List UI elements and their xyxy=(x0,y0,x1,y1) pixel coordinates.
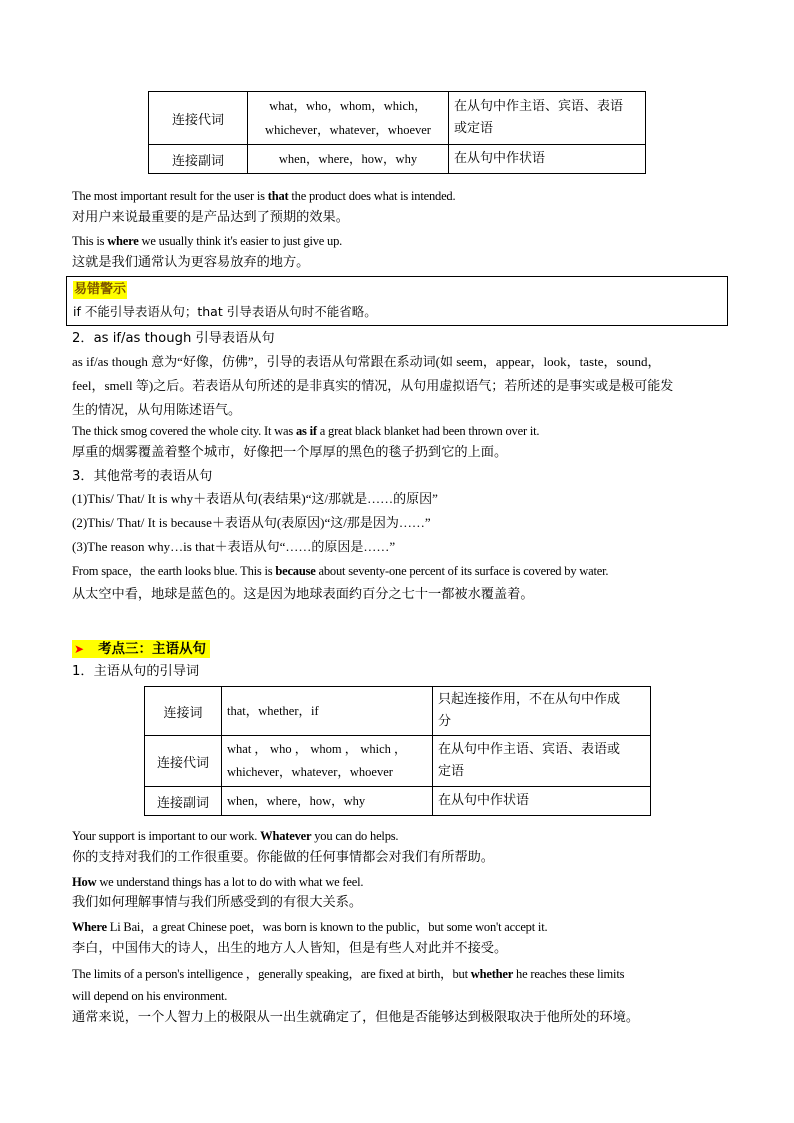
table-cell-type: 连接副词 xyxy=(149,145,248,174)
section-heading: 1．主语从句的引导词 xyxy=(72,664,200,679)
example-sentence: The limits of a person's intelligence ，generally speaking，are fixed at birth，but whether he reaches these limits xyxy=(72,967,625,981)
example-translation: 这就是我们通常认为更容易放弃的地方。 xyxy=(72,255,310,270)
example-translation: 通常来说，一个人智力上的极限从一出生就确定了，但他是否能够达到极限取决于他所处的环境。 xyxy=(72,1010,640,1025)
warning-text: if 不能引导表语从句；that 引导表语从句时不能省略。 xyxy=(73,304,377,319)
table-cell-function: 只起连接作用，不在从句中作成 分 xyxy=(433,687,651,736)
example-translation: 你的支持对我们的工作很重要。你能做的任何事情都会对我们有所帮助。 xyxy=(72,850,494,865)
example-translation: 李白，中国伟大的诗人，出生的地方人人皆知，但是有些人对此并不接受。 xyxy=(72,941,508,956)
table-cell-words: what ， who ， whom ， which ， whichever，whatever，whoever xyxy=(222,736,433,787)
table-cell-words: what，who，whom，which， whichever，whatever，whoever xyxy=(248,92,449,145)
paragraph-line: feel，smell 等)之后。若表语从句所述的是非真实的情况，从句用虚拟语气；若所述的是事实或是极可能发 xyxy=(72,378,674,393)
example-sentence: The most important result for the user is that the product does what is intended. xyxy=(72,189,456,203)
table-row xyxy=(149,92,646,145)
section-heading: 2．as if/as though 引导表语从句 xyxy=(72,331,275,346)
list-item: (3)The reason why…is that＋表语从句“……的原因是……” xyxy=(72,539,396,554)
paragraph-line: as if/as though 意为“好像，仿佛”，引导的表语从句常跟在系动词(如 seem，appear，look，taste，sound， xyxy=(72,354,661,369)
example-sentence: From space，the earth looks blue. This is because about seventy-one percent of its surface is covered by water. xyxy=(72,564,609,578)
table-cell-type: 连接代词 xyxy=(149,92,248,145)
list-item: (2)This/ That/ It is because＋表语从句(表原因)“这/那是因为……” xyxy=(72,515,431,530)
example-sentence-continuation: will depend on his environment. xyxy=(72,989,228,1003)
table-cell-words: when，where，how，why xyxy=(222,787,433,816)
table-row xyxy=(145,736,651,787)
warning-title: 易错警示 xyxy=(74,282,127,297)
table-row xyxy=(149,145,646,174)
table-row xyxy=(145,787,651,816)
table-row xyxy=(145,687,651,736)
table-cell-function: 在从句中作状语 xyxy=(433,787,651,816)
table-cell-words: that，whether，if xyxy=(222,687,433,736)
table-cell-function: 在从句中作主语、宾语、表语 或定语 xyxy=(449,92,646,145)
table-cell-function: 在从句中作状语 xyxy=(449,145,646,174)
topic-heading: ➤ 考点三：主语从句 xyxy=(72,639,210,659)
example-sentence: Where Li Bai，a great Chinese poet，was born is known to the public，but some won't accept it. xyxy=(72,920,548,934)
table-cell-words: when，where，how，why xyxy=(248,145,449,174)
connector-table-2 xyxy=(144,686,651,816)
warning-box xyxy=(66,276,728,326)
table-cell-type: 连接词 xyxy=(145,687,222,736)
table-cell-type: 连接代词 xyxy=(145,736,222,787)
section-heading: 3．其他常考的表语从句 xyxy=(72,469,213,484)
example-sentence: How we understand things has a lot to do with what we feel. xyxy=(72,875,364,889)
example-sentence: Your support is important to our work. Whatever you can do helps. xyxy=(72,829,399,843)
table-cell-function: 在从句中作主语、宾语、表语或 定语 xyxy=(433,736,651,787)
example-sentence: This is where we usually think it's easier to just give up. xyxy=(72,234,343,248)
example-sentence: The thick smog covered the whole city. It was as if a great black blanket had been thrown over it. xyxy=(72,424,540,438)
example-translation: 厚重的烟雾覆盖着整个城市，好像把一个厚厚的黑色的毯子扔到它的上面。 xyxy=(72,445,508,460)
table-cell-type: 连接副词 xyxy=(145,787,222,816)
example-translation: 对用户来说最重要的是产品达到了预期的效果。 xyxy=(72,210,349,225)
example-translation: 从太空中看，地球是蓝色的。这是因为地球表面约百分之七十一都被水覆盖着。 xyxy=(72,587,534,602)
arrow-icon: ➤ xyxy=(74,642,85,656)
connector-table-1 xyxy=(148,91,646,174)
list-item: (1)This/ That/ It is why＋表语从句(表结果)“这/那就是……的原因” xyxy=(72,491,438,506)
example-translation: 我们如何理解事情与我们所感受到的有很大关系。 xyxy=(72,895,363,910)
paragraph-line: 生的情况，从句用陈述语气。 xyxy=(72,402,242,417)
